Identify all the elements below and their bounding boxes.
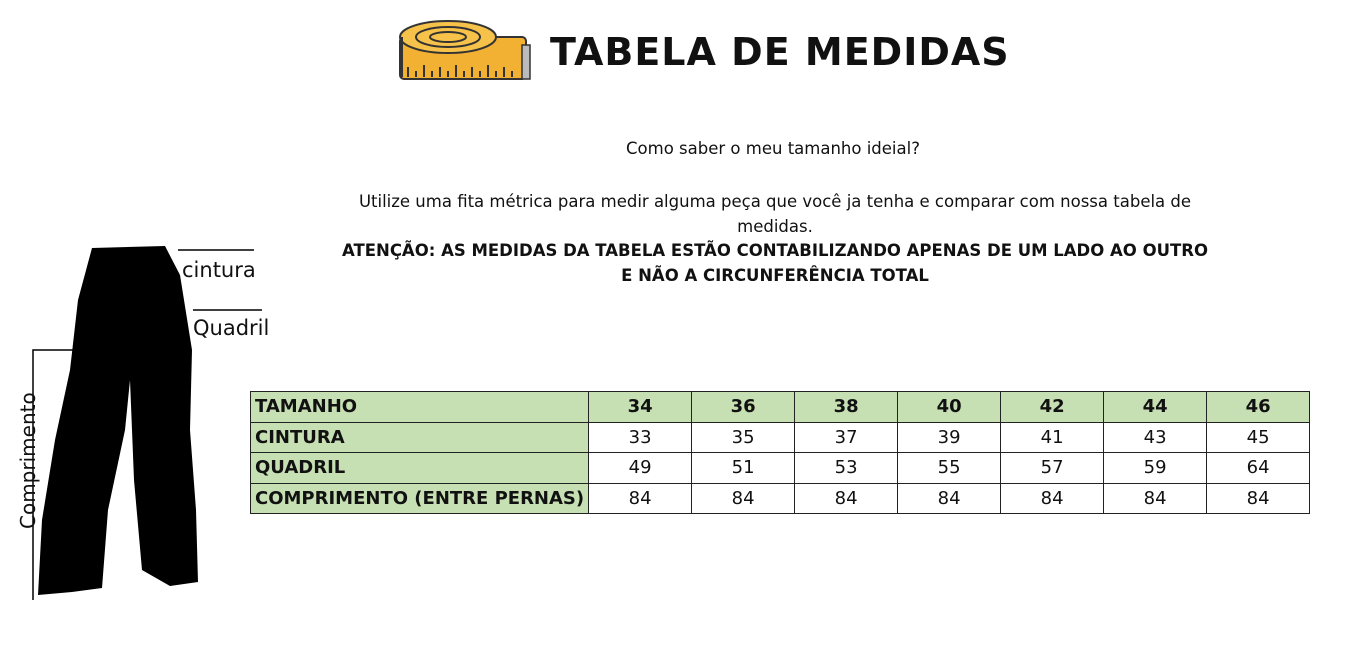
value-cell: 57 — [1001, 453, 1104, 484]
size-cell: 46 — [1207, 392, 1310, 423]
intro-question: Como saber o meu tamanho ideial? — [626, 139, 920, 158]
table-row — [251, 422, 1310, 453]
value-cell: 84 — [795, 483, 898, 514]
value-cell: 84 — [692, 483, 795, 514]
value-cell: 84 — [589, 483, 692, 514]
value-cell: 53 — [795, 453, 898, 484]
size-cell: 40 — [898, 392, 1001, 423]
value-cell: 51 — [692, 453, 795, 484]
size-cell: 44 — [1104, 392, 1207, 423]
value-cell: 39 — [898, 422, 1001, 453]
value-cell: 64 — [1207, 453, 1310, 484]
page-header — [396, 16, 1010, 88]
value-cell: 84 — [1001, 483, 1104, 514]
value-cell: 33 — [589, 422, 692, 453]
hip-label: Quadril — [193, 316, 270, 340]
size-cell: 36 — [692, 392, 795, 423]
table-row — [251, 483, 1310, 514]
value-cell: 45 — [1207, 422, 1310, 453]
size-cell: 38 — [795, 392, 898, 423]
size-cell: 34 — [589, 392, 692, 423]
size-table — [250, 391, 1310, 514]
value-cell: 84 — [1207, 483, 1310, 514]
measuring-tape-icon — [396, 17, 534, 87]
size-cell: 42 — [1001, 392, 1104, 423]
intro-instructions: Utilize uma fita métrica para medir alguma peça que você ja tenha e comparar com nossa tabela de medidas. — [358, 192, 1192, 236]
value-cell: 35 — [692, 422, 795, 453]
table-row — [251, 392, 1310, 423]
value-cell: 43 — [1104, 422, 1207, 453]
row-label: CINTURA — [251, 422, 589, 453]
value-cell: 41 — [1001, 422, 1104, 453]
length-label: Comprimento — [16, 392, 40, 529]
value-cell: 37 — [795, 422, 898, 453]
row-label: COMPRIMENTO (ENTRE PERNAS) — [251, 483, 589, 514]
pants-silhouette-icon — [0, 230, 280, 610]
value-cell: 55 — [898, 453, 1001, 484]
value-cell: 84 — [898, 483, 1001, 514]
row-label: TAMANHO — [251, 392, 589, 423]
waist-label: cintura — [182, 258, 256, 282]
row-label: QUADRIL — [251, 453, 589, 484]
page-title: TABELA DE MEDIDAS — [550, 30, 1010, 74]
value-cell: 84 — [1104, 483, 1207, 514]
value-cell: 59 — [1104, 453, 1207, 484]
intro-warning: ATENÇÃO: AS MEDIDAS DA TABELA ESTÃO CONTABILIZANDO APENAS DE UM LADO AO OUTRO E NÃO A CIRCUNFERÊNCIA TOTAL — [342, 241, 1208, 285]
value-cell: 49 — [589, 453, 692, 484]
table-row — [251, 453, 1310, 484]
